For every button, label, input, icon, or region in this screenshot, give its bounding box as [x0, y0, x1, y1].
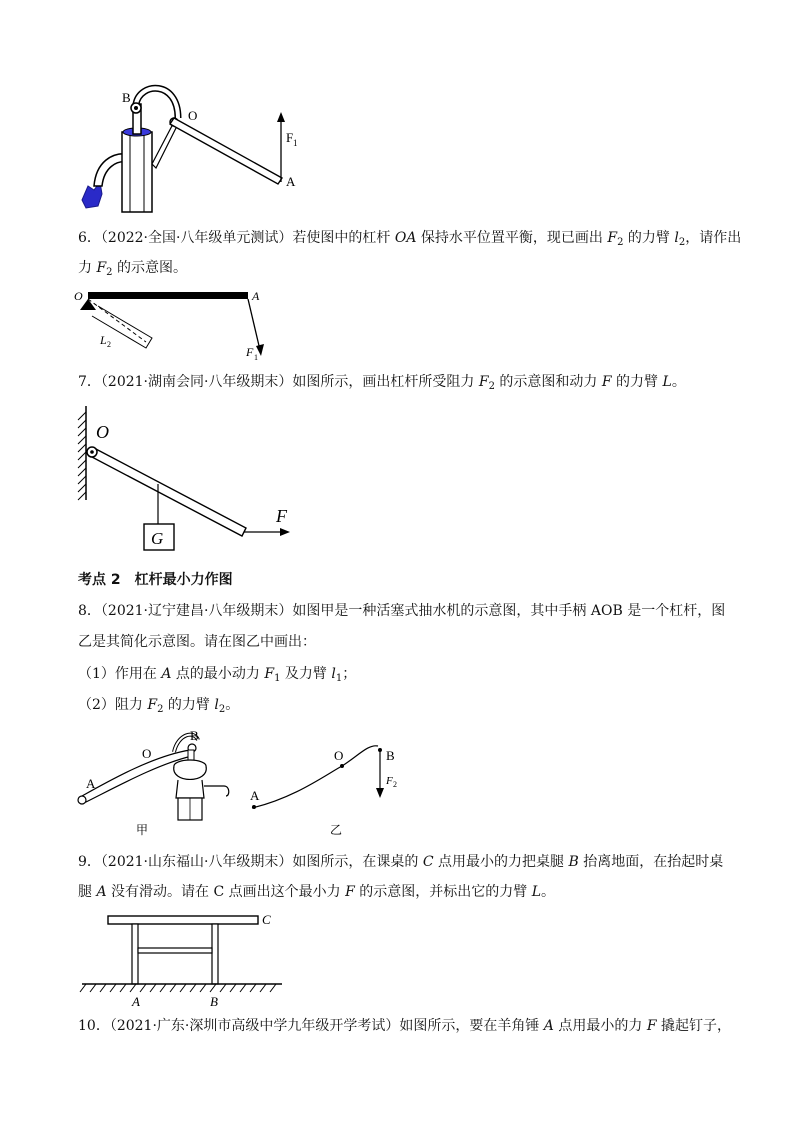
q8-arm-symbol: l: [331, 666, 336, 682]
q8-force-symbol: F: [264, 666, 275, 682]
question-10: [78, 1016, 731, 1036]
q6-text: 6．（2022·全国·八年级单元测试）若使图中的杠杆: [78, 230, 395, 246]
q8-arm-subscript: 1: [335, 673, 343, 684]
q7-text: 的示意图和动力: [494, 374, 602, 390]
q9-arm-symbol: L: [531, 884, 542, 900]
q6-text: ，请作出: [685, 230, 742, 246]
q6-force-subscript: 2: [617, 237, 624, 248]
q6-fig-label-L-sub: 2: [107, 340, 111, 349]
q9-text: 没有滑动。请在 C 点画出这个最小力: [106, 884, 346, 900]
q9-fig-label-A: A: [132, 994, 140, 1009]
q6-fig-label-O: O: [74, 289, 83, 303]
figure-q9-desk: [78, 910, 294, 1012]
fig5-label-A: A: [286, 174, 296, 189]
q8-fig-label-A1: A: [86, 776, 96, 791]
q9-text: 腿: [78, 884, 97, 900]
q8-point-A: A: [161, 666, 172, 682]
q6-fig-label-A: A: [252, 289, 260, 303]
question-7: [78, 372, 718, 397]
q8-text: （2）阻力: [78, 697, 148, 713]
fig5-label-F: F: [286, 130, 294, 145]
q9-force-symbol: F: [345, 884, 355, 900]
q8-text: ；: [342, 666, 357, 682]
question-9-line1: [78, 852, 724, 872]
figure-pump-lever: [78, 82, 308, 214]
fig5-label-B: B: [122, 90, 131, 105]
q6-arm-symbol: l: [674, 230, 679, 246]
q10-text: 点用最小的力: [553, 1018, 647, 1034]
q6-text: 保持水平位置平衡，现已画出: [416, 230, 608, 246]
q9-point-A: A: [96, 884, 107, 900]
q8-force-subscript: 1: [274, 673, 281, 684]
q7-fig-label-O: O: [96, 422, 109, 442]
q6-force-symbol: F: [96, 260, 107, 276]
q6-fig-label-F-sub: 1: [254, 353, 258, 362]
q8-fig-label-yi: 乙: [330, 823, 343, 837]
q6-fig-label-F: F: [246, 345, 254, 359]
q6-lever-name: OA: [394, 230, 417, 246]
q8-resistance-subscript: 2: [157, 704, 164, 715]
figure-q6-lever: [74, 286, 274, 364]
q7-force-symbol: F: [601, 374, 612, 390]
q8-fig-label-jia: 甲: [136, 823, 149, 837]
fig5-label-O: O: [188, 108, 198, 123]
q8-fig-label-O1: O: [142, 746, 152, 761]
q10-force-symbol: F: [646, 1018, 657, 1034]
q9-text: 。: [541, 884, 556, 900]
q6-force-subscript: 2: [106, 267, 113, 278]
question-8-item1: [78, 664, 718, 689]
q6-text: 力: [78, 260, 97, 276]
q8-text: 点的最小动力: [171, 666, 265, 682]
q9-text: 的示意图，并标出它的力臂: [354, 884, 532, 900]
q6-fig-label-L: L: [100, 333, 107, 347]
q8-text: 。: [225, 697, 240, 713]
q9-text: 9．（2021·山东福山·八年级期末）如图所示，在课桌的: [78, 854, 423, 870]
question-9-line2: [78, 882, 718, 902]
q7-resistance-subscript: 2: [488, 381, 495, 392]
figure-q7-lever: [68, 404, 304, 554]
q9-fig-label-B: B: [210, 994, 218, 1009]
q9-text: 点用最小的力把桌腿: [433, 854, 569, 870]
question-8-line1: 8．（2021·辽宁建昌·八年级期末）如图甲是一种活塞式抽水机的示意图，其中手柄 AOB 是一个杠杆，图: [78, 603, 726, 619]
q8-arm2-subscript: 2: [218, 704, 226, 715]
fig5-label-F-sub: 1: [293, 138, 298, 148]
question-8-line2: 乙是其简化示意图。请在图乙中画出：: [78, 634, 316, 650]
q6-arm-subscript: 2: [678, 237, 686, 248]
q6-text: 的示意图。: [112, 260, 187, 276]
q7-fig-label-G: G: [151, 529, 164, 548]
q7-text: 7．（2021·湖南会同·八年级期末）如图所示，画出杠杆所受阻力: [78, 374, 479, 390]
q8-fig-label-B1: B: [190, 728, 199, 743]
question-6-line2: [78, 258, 718, 283]
question-8-item2: [78, 695, 718, 720]
q8-resistance-symbol: F: [147, 697, 158, 713]
q7-fig-label-F: F: [276, 506, 287, 526]
section-title: 考点 2 杠杆最小力作图: [78, 572, 233, 588]
q8-text: 的力臂: [163, 697, 215, 713]
q8-text: （1）作用在: [78, 666, 162, 682]
q8-fig-label-B2: B: [386, 748, 395, 763]
q9-point-C: C: [422, 854, 434, 870]
figure-q8-pump: [74, 726, 414, 838]
q8-fig-label-F2: F: [386, 775, 393, 787]
q10-point-A: A: [543, 1018, 554, 1034]
q8-fig-label-F2-sub: 2: [393, 780, 397, 789]
q7-text: 的力臂: [611, 374, 663, 390]
q7-text: 。: [671, 374, 686, 390]
q8-fig-label-O2: O: [334, 748, 344, 763]
q9-point-B: B: [568, 854, 579, 870]
q8-fig-label-A2: A: [250, 788, 260, 803]
q7-arm-symbol: L: [662, 374, 672, 390]
q6-text: 的力臂: [623, 230, 675, 246]
q9-text: 抬离地面，在抬起时桌: [578, 854, 724, 870]
q8-text: 及力臂: [280, 666, 332, 682]
q6-force-symbol: F: [607, 230, 618, 246]
q7-resistance-symbol: F: [478, 374, 489, 390]
q10-text: 撬起钉子，: [656, 1018, 731, 1034]
q8-arm2-symbol: l: [214, 697, 219, 713]
question-6: [78, 228, 742, 253]
q10-text: 10．（2021·广东·深圳市高级中学九年级开学考试）如图所示，要在羊角锤: [78, 1018, 544, 1034]
q9-fig-label-C: C: [262, 912, 271, 927]
